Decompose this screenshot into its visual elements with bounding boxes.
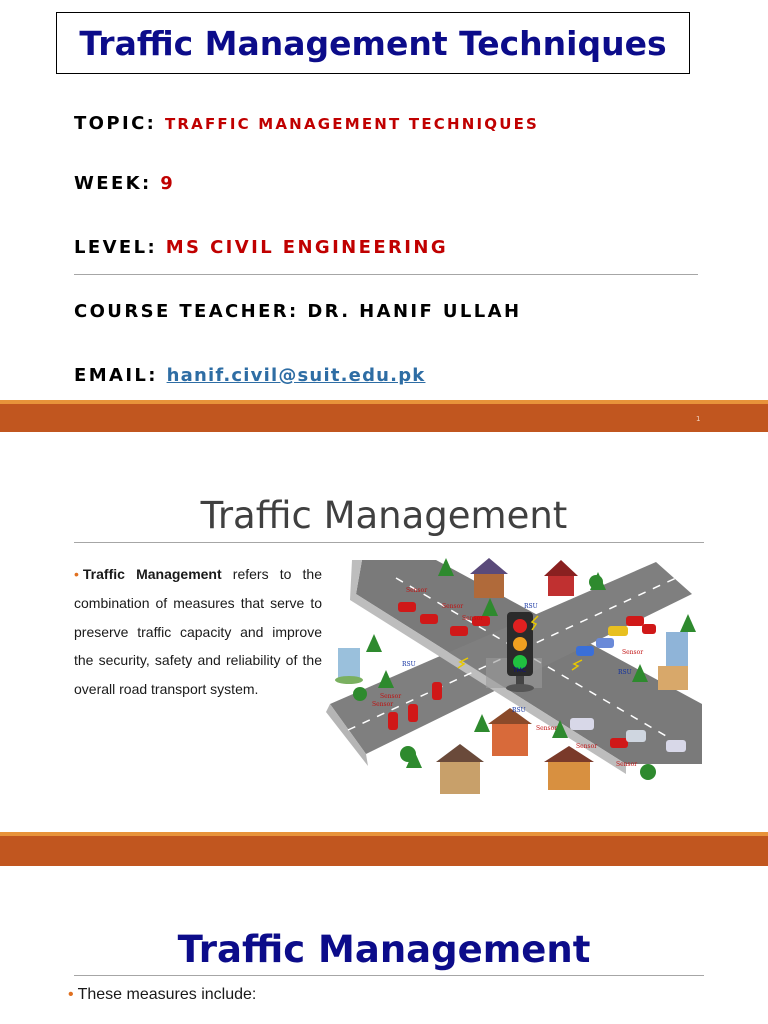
- definition-paragraph: [74, 560, 322, 704]
- svg-text:Sensor: Sensor: [622, 649, 644, 656]
- building-school-icon: [488, 708, 532, 756]
- svg-text:Sensor: Sensor: [406, 587, 428, 594]
- bullet-icon: •: [74, 566, 79, 582]
- svg-text:Sensor: Sensor: [616, 761, 638, 768]
- teacher-line: [74, 301, 521, 322]
- list-item-text: These measures include:: [77, 986, 257, 1003]
- building-tower-icon: [658, 632, 688, 690]
- teacher-text: COURSE TEACHER: DR. HANIF ULLAH: [74, 301, 522, 322]
- topic-line: [74, 113, 539, 134]
- svg-text:Sensor: Sensor: [536, 725, 558, 732]
- slide-title-box: [56, 12, 690, 74]
- week-line: [74, 173, 175, 194]
- email-line: [74, 365, 425, 386]
- traffic-intersection-illustration: [326, 554, 702, 800]
- svg-text:RSU: RSU: [512, 707, 526, 714]
- level-line: [74, 237, 448, 258]
- topic-value: TRAFFIC MANAGEMENT TECHNIQUES: [164, 115, 540, 133]
- building-house-icon: [470, 558, 508, 598]
- svg-text:RSU: RSU: [618, 669, 632, 676]
- svg-text:Sensor: Sensor: [372, 701, 394, 708]
- title-rule: [74, 975, 704, 976]
- bullet-icon: •: [68, 986, 74, 1003]
- svg-text:RSU: RSU: [402, 661, 416, 668]
- email-label: EMAIL:: [74, 365, 158, 386]
- svg-text:RSU: RSU: [524, 603, 538, 610]
- svg-text:Sensor: Sensor: [462, 615, 484, 622]
- svg-text:Sensor: Sensor: [442, 603, 464, 610]
- building-barn-icon: [544, 560, 578, 596]
- divider-rule: [74, 274, 698, 275]
- slide-title: Traffic Management: [177, 928, 591, 971]
- tmc-label: TMC: [513, 667, 527, 674]
- svg-text:Sensor: Sensor: [380, 693, 402, 700]
- bold-term: Traffic Management: [82, 566, 222, 582]
- week-label: WEEK:: [74, 173, 152, 194]
- title-rule: [74, 542, 704, 543]
- definition-text: refers to the combination of measures that serve to preserve traffic capacity and improve the security, safety and reliability of the overall road transport system.: [74, 566, 322, 698]
- footer-band: [0, 404, 768, 432]
- page-number: 1: [696, 415, 701, 423]
- footer-band-2: [0, 836, 768, 866]
- week-value: 9: [160, 173, 176, 194]
- level-label: LEVEL:: [74, 237, 158, 258]
- level-value: MS CIVIL ENGINEERING: [165, 237, 449, 258]
- slide-title: Traffic Management Techniques: [79, 23, 667, 63]
- list-item: [68, 986, 256, 1004]
- building-office-icon: [335, 648, 363, 684]
- svg-text:Sensor: Sensor: [576, 743, 598, 750]
- email-link[interactable]: hanif.civil@suit.edu.pk: [166, 365, 426, 386]
- topic-label: TOPIC:: [74, 113, 157, 134]
- slide-title: Traffic Management: [200, 494, 568, 537]
